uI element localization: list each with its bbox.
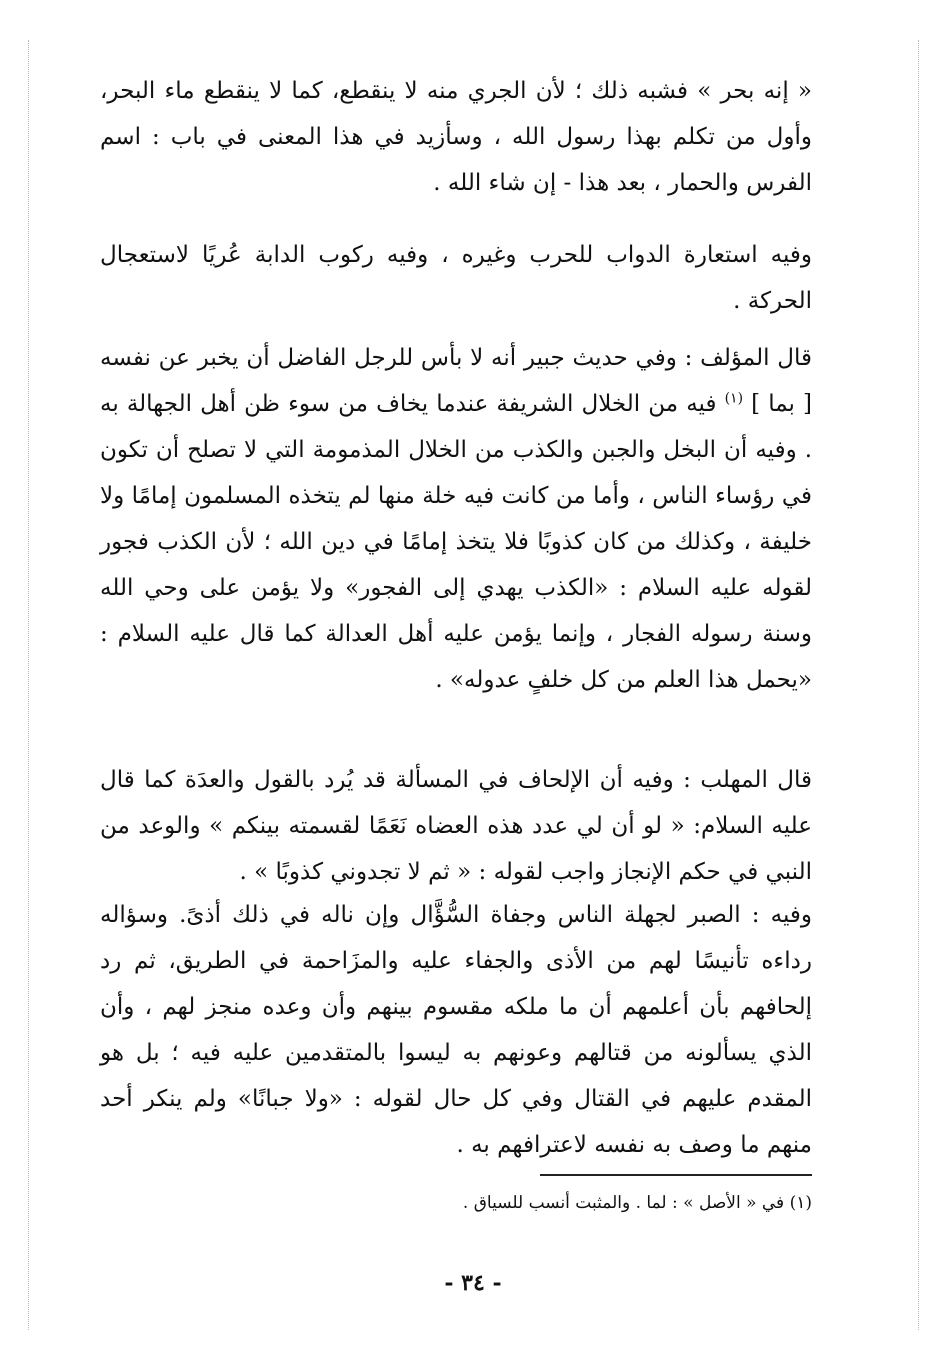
paragraph-2-text: وفيه استعارة الدواب للحرب وغيره ، وفيه ركوب الدابة عُريًا لاستعجال الحركة . xyxy=(100,242,812,314)
paragraph-3 xyxy=(100,335,812,703)
footnote-text: (١) في « الأصل » : لما . والمثبت أنسب للسياق . xyxy=(462,1193,812,1213)
paragraph-3-text-before-note: قال المؤلف : وفي حديث جبير أنه لا بأس للرجل الفاضل أن يخبر عن نفسه [ بما ] xyxy=(100,345,813,417)
footnote xyxy=(300,1188,812,1218)
paragraph-4-text: قال المهلب : وفيه أن الإلحاف في المسألة قد يُرد بالقول والعدَة كما قال عليه السلام: « لو أن لي عدد هذه العضاه نَعَمًا لقسمته بينكم » والوعد من النبي في حكم الإنجاز واجب لقوله : « ثم لا تجدوني كذوبًا » . xyxy=(100,767,812,885)
paragraph-1-text: « إنه بحر » فشبه ذلك ؛ لأن الجري منه لا ينقطع، كما لا ينقطع ماء البحر، وأول من تكلم بهذا رسول الله ، وسأزيد في هذا المعنى في باب : اسم الفرس والحمار ، بعد هذا - إن شاء الله . xyxy=(100,78,812,196)
right-margin-guide xyxy=(918,40,919,1330)
left-margin-guide xyxy=(28,40,29,1330)
footnote-divider xyxy=(540,1174,812,1176)
paragraph-5-text: وفيه : الصبر لجهلة الناس وجفاة السُّؤَّال وإن ناله في ذلك أذىً. وسؤاله رداءه تأنيسًا لهم من الأذى والجفاء عليه والمزَاحمة في الطريق، ثم رد إلحافهم بأن أعلمهم أن ما ملكه مقسوم بينهم وأن وعده منجز لهم ، وأن الذي يسألونه من قتالهم وعونهم به ليسوا بالمتقدمين عليه فيه ؛ بل هو المقدم عليهم في القتال وفي كل حال لقوله : «ولا جبانًا» ولم ينكر أحد منهم ما وصف به نفسه لاعترافهم به . xyxy=(100,902,812,1158)
paragraph-4 xyxy=(100,757,812,895)
page-number: - ٣٤ - xyxy=(444,1270,502,1296)
footnote-marker: (١) xyxy=(724,390,744,407)
paragraph-3-text xyxy=(100,335,812,703)
paragraph-5 xyxy=(100,892,812,1168)
paragraph-1 xyxy=(100,68,812,206)
paragraph-3-text-after-note: فيه من الخلال الشريفة عندما يخاف من سوء ظن أهل الجهالة به . وفيه أن البخل والجبن والكذب من الخلال المذمومة التي لا تصلح أن تكون في رؤساء الناس ، وأما من كانت فيه خلة منها لم يتخذه المسلمون إمامًا ولا خليفة ، وكذلك من كان كذوبًا فلا يتخذ إمامًا في دين الله ؛ لأن الكذب فجور لقوله عليه السلام : «الكذب يهدي إلى الفجور» ولا يؤمن على وحي الله وسنة رسوله الفجار ، وإنما يؤمن عليه أهل العدالة كما قال عليه السلام : «يحمل هذا العلم من كل خلفٍ عدوله» . xyxy=(100,391,812,693)
paragraph-2 xyxy=(100,232,812,324)
